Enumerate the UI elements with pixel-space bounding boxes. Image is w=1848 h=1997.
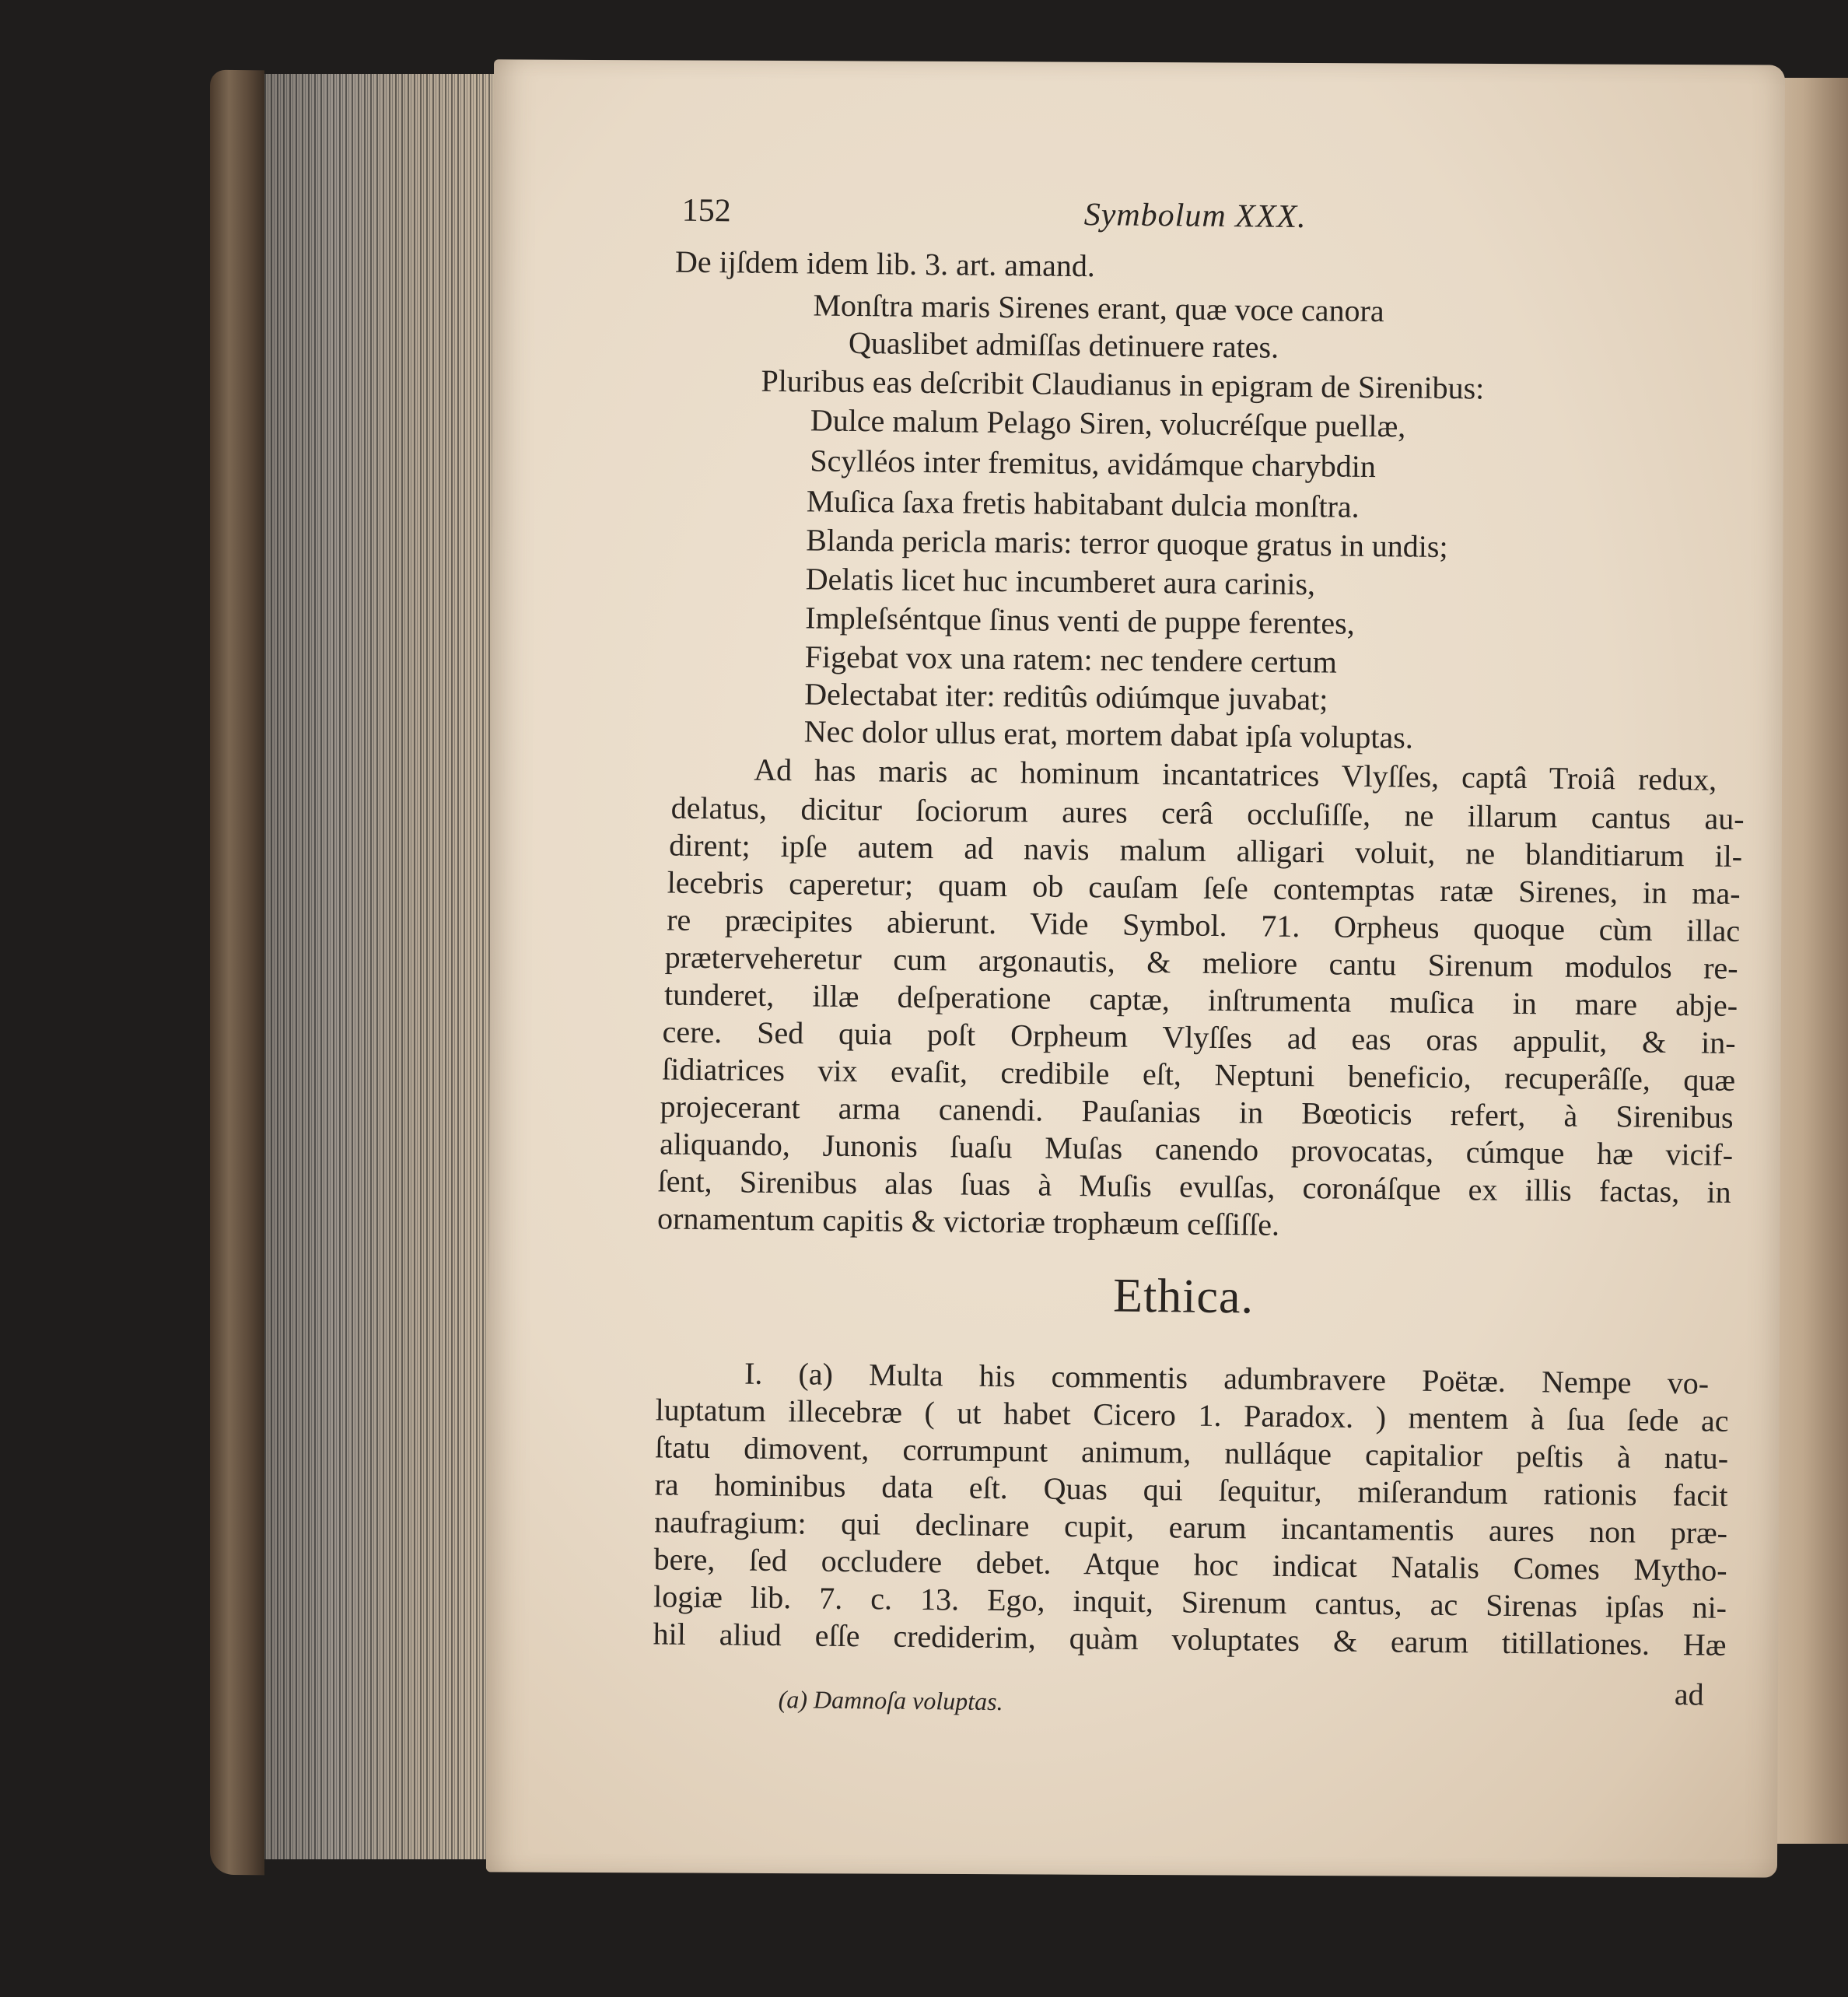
verse-line: Monſtra maris Sirenes erant, quæ voce canora [813, 287, 1384, 329]
verse-line: Impleſséntque ſinus venti de puppe ferentes, [805, 600, 1355, 641]
claudian-intro: Pluribus eas deſcribit Claudianus in epigram de Sirenibus: [761, 363, 1485, 406]
paragraph-line: Ad has maris ac hominum incantatrices Vlyſſes, captâ Troiâ redux, [753, 752, 1717, 797]
paragraph-line: ornamentum capitis & victoriæ trophæum ceſſiſſe. [656, 1200, 1280, 1242]
page-number: 152 [681, 192, 731, 229]
paragraph-line: bere, ſed occludere debet. Atque hoc indicat Natalis Comes Mytho- [653, 1541, 1727, 1588]
running-head: Symbolum XXX. [1083, 197, 1307, 236]
footnote: (a) Damnoſa voluptas. [778, 1685, 1003, 1716]
verse-line: Delatis licet huc incumberet aura carinis, [805, 561, 1316, 602]
paragraph-line: luptatum illecebræ ( ut habet Cicero 1. Paradox. ) mentem à ſua ſede ac [655, 1392, 1729, 1438]
paragraph-line: ſidiatrices vix evaſit, credibile eſt, Neptuni beneficio, recuperâſſe, quæ [661, 1051, 1736, 1098]
paragraph-line: ſtatu dimovent, corrumpunt animum, nulláque capitalior peſtis à natu- [654, 1429, 1729, 1476]
paragraph-line: naufragium: qui declinare cupit, earum incantamentis aures non præ- [653, 1504, 1728, 1550]
verse-line: Delectabat iter: reditûs odiúmque juvabat; [804, 676, 1328, 717]
paragraph-line: delatus, dicitur ſociorum aures cerâ occluſiſſe, ne illarum cantus au- [670, 790, 1745, 837]
paragraph-line: I. (a) Multa his commentis adumbravere Poëtæ. Nempe vo- [744, 1355, 1710, 1401]
verse-line: Muſica ſaxa fretis habitabant dulcia monſtra. [806, 483, 1360, 524]
paragraph-line: logiæ lib. 7. c. 13. Ego, inquit, Sirenum cantus, ac Sirenas ipſas ni- [653, 1578, 1727, 1625]
verse-line: Figebat vox una ratem: nec tendere certum [804, 639, 1338, 680]
paragraph-line: hil aliud eſſe crediderim, quàm voluptates & earum titillationes. Hæ [653, 1616, 1727, 1662]
section-heading: Ethica. [1112, 1269, 1255, 1324]
paragraph-line: tunderet, illæ deſperatione captæ, inſtrumenta muſica in mare abje- [663, 976, 1738, 1023]
paragraph-line: ra hominibus data eſt. Quas qui ſequitur, miſerandum rationis facit [654, 1466, 1728, 1513]
paragraph-line: re præcipites abierunt. Vide Symbol. 71. Orpheus quoque cùm illac [666, 902, 1741, 948]
catchword: ad [1674, 1676, 1704, 1712]
paragraph-line: dirent; ipſe autem ad navis malum alligari voluit, ne blanditiarum il- [668, 827, 1743, 874]
paragraph-line: cere. Sed quia poſt Orpheum Vlyſſes ad eas oras appulit, & in- [662, 1014, 1736, 1060]
paragraph-line: præterveheretur cum argonautis, & meliore cantu Sirenum modulos re- [664, 939, 1738, 986]
paragraph-line: projecerant arma canendi. Pauſanias in Bœoticis refert, à Sirenibus [660, 1088, 1734, 1135]
verse-line: Dulce malum Pelago Siren, volucréſque puellæ, [810, 402, 1406, 444]
paragraph-line: ſent, Sirenibus alas ſuas à Muſis evulſas, coronáſque ex illis factas, in [657, 1163, 1731, 1210]
paragraph-line: lecebris caperetur; quam ob cauſam ſeſe contemptas ratæ Sirenes, in ma- [667, 864, 1741, 911]
paragraph-line: aliquando, Junonis ſuaſu Muſas canendo provocatas, cúmque hæ vicif- [659, 1126, 1734, 1172]
verse-line: Quaslibet admiſſas detinuere rates. [848, 324, 1279, 365]
intro-line: De ijſdem idem lib. 3. art. amand. [674, 243, 1096, 284]
verse-line: Scylléos inter fremitus, avidámque charybdin [810, 443, 1377, 485]
verse-line: Nec dolor ullus erat, mortem dabat ipſa voluptas. [803, 713, 1414, 755]
verse-line: Blanda pericla maris: terror quoque gratus in undis; [806, 522, 1448, 565]
